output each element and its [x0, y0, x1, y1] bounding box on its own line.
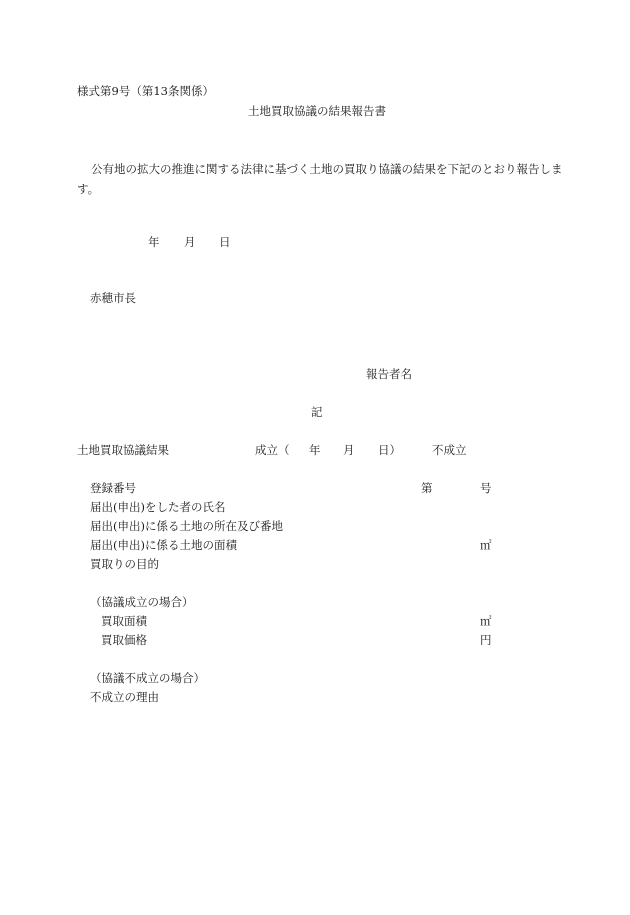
- registration-dai-label: 第: [421, 481, 433, 495]
- intro-paragraph: 公有地の拡大の推進に関する法律に基づく土地の買取り協議の結果を下記のとおり報告します。: [77, 162, 563, 196]
- failure-reason-label: 不成立の理由: [90, 690, 159, 704]
- notifier-name-label: 届出(申出)をした者の氏名: [90, 500, 226, 514]
- purchase-price-unit: 円: [480, 633, 492, 647]
- result-label: 土地買取協議結果: [77, 443, 169, 457]
- reporter-name-label: 報告者名: [366, 367, 412, 381]
- result-month-label: 月: [343, 443, 355, 457]
- date-day-label: 日: [219, 235, 231, 249]
- result-year-label: 年: [309, 443, 321, 457]
- success-case-heading: （協議成立の場合）: [90, 595, 194, 609]
- purchase-area-label: 買取面積: [101, 614, 147, 628]
- ki-heading: 記: [311, 405, 323, 419]
- failure-case-heading: （協議不成立の場合）: [90, 671, 205, 685]
- result-day-close: 日）: [378, 443, 401, 457]
- land-area-label: 届出(申出)に係る土地の面積: [90, 538, 237, 552]
- form-number: 様式第9号（第13条関係）: [77, 84, 214, 98]
- date-month-label: 月: [184, 235, 196, 249]
- document-title: 土地買取協議の結果報告書: [248, 104, 386, 118]
- registration-go-label: 号: [480, 481, 492, 495]
- land-location-label: 届出(申出)に係る土地の所在及び番地: [90, 519, 283, 533]
- result-success-open: 成立（: [255, 443, 290, 457]
- purchase-purpose-label: 買取りの目的: [90, 557, 159, 571]
- addressee: 赤穂市長: [90, 291, 136, 305]
- registration-number-label: 登録番号: [90, 481, 136, 495]
- result-failure-label: 不成立: [432, 443, 467, 457]
- purchase-area-unit: ㎡: [480, 614, 492, 628]
- land-area-unit: ㎡: [480, 538, 492, 552]
- purchase-price-label: 買取価格: [101, 633, 147, 647]
- date-year-label: 年: [148, 235, 160, 249]
